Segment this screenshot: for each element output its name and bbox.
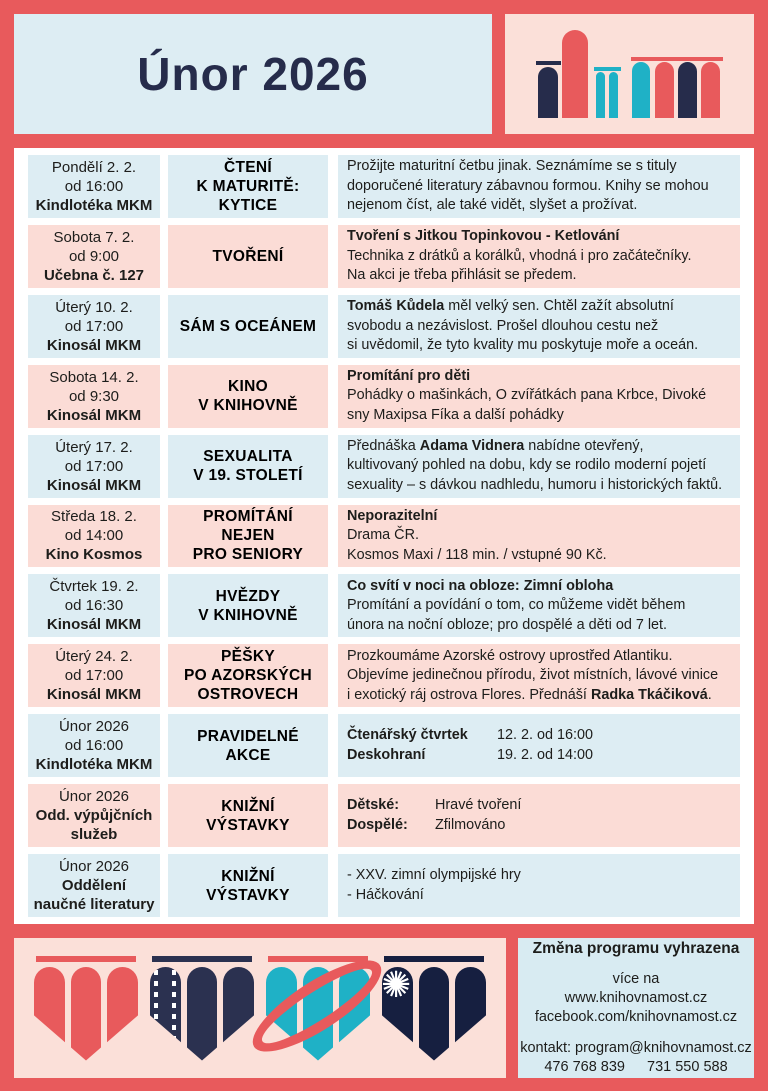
text: kultivovaný pohled na dobu, kdy se rodilo moderní pojetí xyxy=(347,457,707,474)
description-line xyxy=(347,336,738,356)
logo-column xyxy=(562,30,588,118)
description-cell xyxy=(338,155,740,218)
description-line xyxy=(347,437,738,457)
event-name-line: OSTROVECH xyxy=(197,686,299,704)
event-row xyxy=(28,714,740,777)
heart-starburst-icon xyxy=(382,956,486,1061)
event-name-line: TVOŘENÍ xyxy=(212,247,284,265)
date-cell xyxy=(28,295,160,358)
heart-column xyxy=(150,967,181,1061)
date-line xyxy=(28,247,160,266)
contact-panel xyxy=(518,938,754,1078)
text: Sobota 7. 2. xyxy=(53,228,135,246)
description-cell xyxy=(338,644,740,707)
text: od 9:00 xyxy=(68,247,120,265)
logo-column xyxy=(655,62,674,118)
text: Objevíme jedinečnou přírodu, život místních, lávové vinice xyxy=(347,667,719,684)
event-name-cell xyxy=(168,574,328,637)
event-name-line: KINO xyxy=(228,378,268,396)
text: Drama ČR. xyxy=(347,527,419,544)
poster-footer xyxy=(14,938,754,1078)
event-name-line: PĚŠKY xyxy=(220,648,276,666)
event-name-cell xyxy=(168,365,328,428)
date-line xyxy=(28,545,160,564)
event-name-line: KYTICE xyxy=(218,196,278,214)
heart-columns xyxy=(266,967,370,1061)
text: doporučené literatury zábavnou formou. Knihy se mohou xyxy=(347,177,709,194)
date-line xyxy=(28,717,160,736)
date-line xyxy=(28,336,160,355)
phone-number: 476 768 839 xyxy=(544,1059,625,1075)
phone-numbers xyxy=(518,1058,754,1077)
bold-text: Neporazitelní xyxy=(347,507,438,524)
heart-column xyxy=(303,967,334,1061)
event-name-line: KNIŽNÍ xyxy=(221,867,275,885)
event-name-line: VÝSTAVKY xyxy=(206,816,290,834)
heart-column xyxy=(71,967,102,1061)
heart-top-bar xyxy=(36,956,136,962)
heart-books-icon xyxy=(34,956,138,1061)
text: 12. 2. od 16:00 xyxy=(497,727,594,744)
date-line xyxy=(28,755,160,774)
event-name-cell xyxy=(168,295,328,358)
event-row xyxy=(28,854,740,917)
date-line xyxy=(28,596,160,615)
text: Úterý 17. 2. xyxy=(55,438,133,456)
bold-text: Dětské: xyxy=(347,797,399,814)
description-line xyxy=(347,456,738,476)
heart-top-bar xyxy=(268,956,368,962)
event-name-line: NEJEN xyxy=(221,527,275,545)
events-table xyxy=(14,148,754,924)
heart-orbit-icon xyxy=(266,956,370,1061)
date-cell xyxy=(28,644,160,707)
event-name-line: SÁM S OCEÁNEM xyxy=(179,317,317,335)
text: od 17:00 xyxy=(64,457,124,475)
description-line xyxy=(347,157,738,177)
bold-text: Kindlotéka MKM xyxy=(35,196,153,214)
date-line xyxy=(28,825,160,844)
contact-email: kontakt: program@knihovnamost.cz xyxy=(520,1040,752,1056)
heart-filmstrip-icon xyxy=(150,956,254,1061)
description-cell xyxy=(338,714,740,777)
event-row xyxy=(28,365,740,428)
bold-text: Radka Tkáčiková xyxy=(590,686,708,703)
event-name-cell xyxy=(168,714,328,777)
text: Na akci je třeba přihlásit se předem. xyxy=(347,267,577,284)
date-line xyxy=(28,736,160,755)
text: Hravé tvoření xyxy=(435,797,522,814)
description-line xyxy=(347,386,738,406)
description-line xyxy=(347,577,738,597)
event-name-line: V KNIHOVNĚ xyxy=(198,397,298,415)
bold-text: Adama Vidnera xyxy=(419,437,525,454)
poster-header xyxy=(14,14,754,134)
text: - XXV. zimní olympijské hry xyxy=(347,867,521,884)
date-line xyxy=(28,158,160,177)
date-line xyxy=(28,177,160,196)
event-name-line: V KNIHOVNĚ xyxy=(198,606,298,624)
heart-column xyxy=(266,967,297,1061)
heart-top-bar xyxy=(384,956,484,962)
description-line xyxy=(347,177,738,197)
bold-text: Kinosál MKM xyxy=(46,476,142,494)
heart-top-bar xyxy=(152,956,252,962)
description-line xyxy=(347,247,738,267)
text: Přednáška xyxy=(347,437,420,454)
description-line xyxy=(347,596,738,616)
event-name-line: VÝSTAVKY xyxy=(206,886,290,904)
date-cell xyxy=(28,854,160,917)
description-line xyxy=(347,816,738,836)
bold-text: Tvoření s Jitkou Topinkovou - Ketlování xyxy=(347,228,620,245)
date-line xyxy=(28,876,160,895)
event-name-line: PRO SENIORY xyxy=(192,546,304,564)
date-cell xyxy=(28,155,160,218)
event-name-line: ČTENÍ xyxy=(224,158,272,176)
description-cell xyxy=(338,225,740,288)
text: od 17:00 xyxy=(64,317,124,335)
text: od 17:00 xyxy=(64,667,124,685)
text: Prožijte maturitní četbu jinak. Seznámíme se s tituly xyxy=(347,158,677,175)
logo-column xyxy=(632,62,650,118)
heart-column xyxy=(455,967,486,1061)
event-name-cell xyxy=(168,225,328,288)
text: nabídne otevřený, xyxy=(524,437,644,454)
logo-column xyxy=(538,67,558,118)
date-line xyxy=(28,507,160,526)
description-line xyxy=(347,686,738,706)
text: Kosmos Maxi / 118 min. / vstupné 90 Kč. xyxy=(347,546,607,563)
description-cell xyxy=(338,574,740,637)
date-line xyxy=(28,228,160,247)
text: Sobota 14. 2. xyxy=(49,368,139,386)
date-cell xyxy=(28,574,160,637)
text: Prozkoumáme Azorské ostrovy uprostřed Atlantiku. xyxy=(347,647,673,664)
text: od 16:00 xyxy=(64,177,124,195)
heart-columns xyxy=(150,967,254,1061)
description-line xyxy=(347,666,738,686)
bold-text: Oddělení xyxy=(61,877,127,895)
text: Úterý 24. 2. xyxy=(55,648,133,666)
event-row xyxy=(28,225,740,288)
text: Středa 18. 2. xyxy=(51,508,137,526)
date-cell xyxy=(28,435,160,498)
text: Zfilmováno xyxy=(435,816,506,833)
event-row xyxy=(28,784,740,847)
date-line xyxy=(28,368,160,387)
date-line xyxy=(28,266,160,285)
date-line xyxy=(28,317,160,336)
text: nejenom číst, ale také vidět, slyšet a prožívat. xyxy=(347,197,638,214)
event-name-line: K MATURITĚ: xyxy=(196,177,300,195)
description-line xyxy=(347,746,738,766)
logo-column xyxy=(678,62,697,118)
description-cell xyxy=(338,295,740,358)
date-line xyxy=(28,387,160,406)
description-cell xyxy=(338,435,740,498)
description-line xyxy=(347,866,738,886)
heart-column xyxy=(339,967,370,1061)
heart-logos-panel xyxy=(14,938,506,1078)
text: Únor 2026 xyxy=(58,788,130,806)
starburst: ✺ xyxy=(381,964,412,1006)
bold-text: Kinosál MKM xyxy=(46,406,142,424)
text: Technika z drátků a korálků, vhodná i pro začátečníky. xyxy=(347,247,692,264)
event-name-line: SEXUALITA xyxy=(203,448,293,466)
event-row xyxy=(28,295,740,358)
event-name-cell xyxy=(168,784,328,847)
logo-bar xyxy=(594,67,621,71)
text: si uvědomil, že tyto kvality mu poskytuje moře a oceán. xyxy=(347,337,699,354)
event-name-line: AKCE xyxy=(225,746,271,764)
event-name-line: HVĚZDY xyxy=(215,587,281,605)
text: Promítání a povídání o tom, co můžeme vidět během xyxy=(347,597,686,614)
more-info-label: více na xyxy=(612,971,660,987)
event-name-line: PROMÍTÁNÍ xyxy=(203,508,293,526)
heart-column xyxy=(107,967,138,1061)
description-cell xyxy=(338,505,740,568)
event-name-cell xyxy=(168,435,328,498)
heart-column xyxy=(419,967,450,1061)
text: Čtvrtek 19. 2. xyxy=(49,578,139,596)
description-line xyxy=(347,227,738,247)
date-line xyxy=(28,196,160,215)
date-line xyxy=(28,615,160,634)
text: od 9:30 xyxy=(68,387,120,405)
program-change-note: Změna programu vyhrazena xyxy=(532,940,740,957)
date-line xyxy=(28,577,160,596)
description-cell xyxy=(338,854,740,917)
event-row xyxy=(28,505,740,568)
logo-bar xyxy=(536,61,561,65)
text: i exotický ráj ostrova Flores. Přednáší xyxy=(347,686,591,703)
website-link: www.knihovnamost.cz xyxy=(564,990,708,1006)
library-books-bridge-icon xyxy=(505,14,754,134)
bold-text: Deskohraní xyxy=(347,746,426,763)
text: Únor 2026 xyxy=(58,858,130,876)
phone-number: 731 550 588 xyxy=(647,1059,728,1075)
description-cell xyxy=(338,365,740,428)
event-name-cell xyxy=(168,505,328,568)
date-line xyxy=(28,647,160,666)
links-group xyxy=(518,970,754,1027)
description-line xyxy=(347,546,738,566)
description-line xyxy=(347,476,738,496)
description-line xyxy=(347,796,738,816)
date-line xyxy=(28,806,160,825)
description-line xyxy=(347,726,738,746)
bold-text: Odd. výpůjčních xyxy=(35,807,153,825)
text: měl velký sen. Chtěl zažít absolutní xyxy=(444,298,674,315)
date-cell xyxy=(28,365,160,428)
page-title: Únor 2026 xyxy=(137,48,369,100)
bold-text: Co svítí v noci na obloze: Zimní obloha xyxy=(347,577,614,594)
event-name-line: KNIŽNÍ xyxy=(221,797,275,815)
description-line xyxy=(347,266,738,286)
text: února na noční obloze; pro dospělé a děti od 7 let. xyxy=(347,616,668,633)
event-row xyxy=(28,155,740,218)
text: - Háčkování xyxy=(347,886,424,903)
date-line xyxy=(28,438,160,457)
description-line xyxy=(347,616,738,636)
description-line xyxy=(347,647,738,667)
date-cell xyxy=(28,714,160,777)
heart-column xyxy=(223,967,254,1061)
logo-column xyxy=(609,72,618,118)
event-row xyxy=(28,435,740,498)
bold-text: Kinosál MKM xyxy=(46,686,142,704)
date-line xyxy=(28,895,160,914)
text: sny Maxipsa Fíka a další pohádky xyxy=(347,406,564,423)
date-cell xyxy=(28,505,160,568)
event-name-cell xyxy=(168,644,328,707)
description-line xyxy=(347,196,738,216)
description-line xyxy=(347,297,738,317)
text: Únor 2026 xyxy=(58,718,130,736)
event-name-cell xyxy=(168,155,328,218)
text: od 16:00 xyxy=(64,737,124,755)
date-line xyxy=(28,857,160,876)
heart-column xyxy=(187,967,218,1061)
date-cell xyxy=(28,784,160,847)
description-line xyxy=(347,317,738,337)
description-line xyxy=(347,526,738,546)
text: 19. 2. od 14:00 xyxy=(497,746,594,763)
description-line xyxy=(347,367,738,387)
event-name-line: V 19. STOLETÍ xyxy=(193,467,303,485)
date-line xyxy=(28,406,160,425)
logo-column xyxy=(701,62,720,118)
text: Pohádky o mašinkách, O zvířátkách pana Krbce, Divoké xyxy=(347,387,707,404)
text: svobodu a nezávislost. Prošel dlouhou cestu než xyxy=(347,317,659,334)
bold-text: Kino Kosmos xyxy=(45,546,143,564)
date-line xyxy=(28,526,160,545)
text: Pondělí 2. 2. xyxy=(51,158,137,176)
bold-text: Učebna č. 127 xyxy=(43,266,145,284)
event-name-cell xyxy=(168,854,328,917)
text: sexuality – s dávkou nadhledu, humoru i historických faktů. xyxy=(347,476,723,493)
bold-text: Kindlotéka MKM xyxy=(35,756,153,774)
bold-text: Tomáš Kůdela xyxy=(347,298,445,315)
logo-column xyxy=(596,72,605,118)
facebook-link: facebook.com/knihovnamost.cz xyxy=(534,1009,738,1025)
date-line xyxy=(28,457,160,476)
text: . xyxy=(707,686,712,703)
event-name-line: PO AZORSKÝCH xyxy=(184,667,312,685)
event-name-line: PRAVIDELNÉ xyxy=(197,727,299,745)
description-line xyxy=(347,507,738,527)
event-row xyxy=(28,644,740,707)
bold-text: Dospělé: xyxy=(347,816,408,833)
date-line xyxy=(28,298,160,317)
bold-text: naučné literatury xyxy=(33,896,155,914)
bold-text: Kinosál MKM xyxy=(46,616,142,634)
text: od 14:00 xyxy=(64,527,124,545)
heart-columns xyxy=(34,967,138,1061)
date-cell xyxy=(28,225,160,288)
heart-column xyxy=(34,967,65,1061)
date-line xyxy=(28,476,160,495)
text: Úterý 10. 2. xyxy=(55,298,133,316)
logo-bar xyxy=(631,57,723,61)
date-line xyxy=(28,787,160,806)
bold-text: služeb xyxy=(70,826,118,844)
title-box xyxy=(14,14,492,134)
bold-text: Čtenářský čtvrtek xyxy=(347,727,468,744)
date-line xyxy=(28,685,160,704)
description-line xyxy=(347,886,738,906)
bold-text: Promítání pro děti xyxy=(347,367,471,384)
bold-text: Kinosál MKM xyxy=(46,336,142,354)
text: od 16:30 xyxy=(64,597,124,615)
event-row xyxy=(28,574,740,637)
date-line xyxy=(28,666,160,685)
description-cell xyxy=(338,784,740,847)
description-line xyxy=(347,406,738,426)
